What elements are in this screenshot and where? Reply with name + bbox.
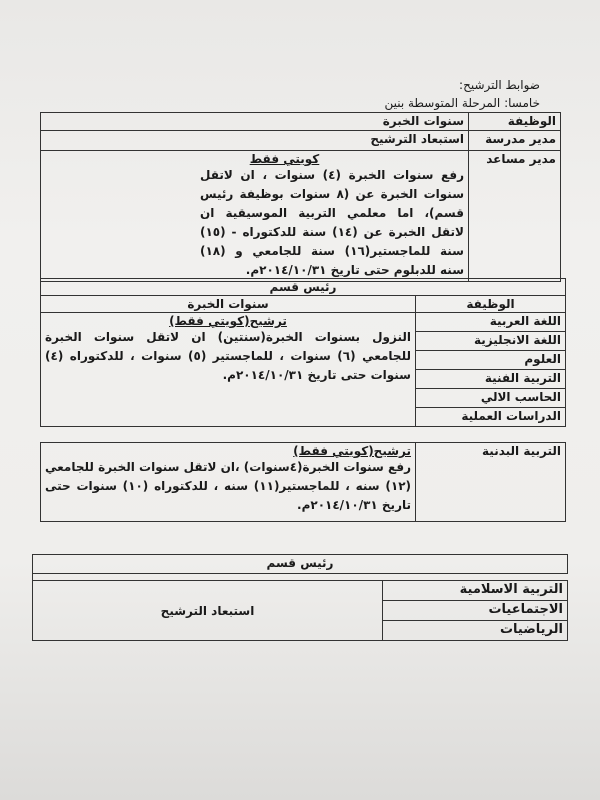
table-title: رئيس قسم bbox=[33, 555, 568, 574]
cell-job: التربية الاسلامية bbox=[383, 581, 568, 601]
table-physical-education bbox=[40, 442, 566, 522]
cell-years: استبعاد الترشيح bbox=[41, 131, 469, 151]
table-row bbox=[33, 555, 568, 574]
table-row bbox=[41, 113, 561, 131]
col-header-job: الوظيفة bbox=[469, 113, 561, 131]
col-header-years: سنوات الخبرة bbox=[41, 113, 469, 131]
col-header-job: الوظيفة bbox=[416, 296, 566, 313]
cell-job: الدراسات العملية bbox=[416, 408, 566, 427]
cell-job: الاجتماعيات bbox=[383, 601, 568, 621]
cell-job: الرياضيات bbox=[383, 621, 568, 641]
col-header-years: سنوات الخبرة bbox=[41, 296, 416, 313]
rule-text: رفع سنوات الخبرة (٤) سنوات ، ان لاتقل سنوات الخبرة عن (٨ سنوات بوظيفة رئيس قسم)، اما معلمي التربية الموسيقية ان لاتقل الخبرة عن (١٤) سنة للدكتوراه - (١٥) سنة للماجستير(١٦) سنة للجامعي و (١٨) سنه للدبلوم حتى تاريخ ٢٠١٤/١٠/٣١م. bbox=[200, 168, 464, 277]
cell-job: الحاسب الالي bbox=[416, 389, 566, 408]
table-row bbox=[41, 131, 561, 151]
table-head-of-dept-excluded bbox=[32, 554, 568, 641]
cell-job: مدير مدرسة bbox=[469, 131, 561, 151]
table-title: رئيس قسم bbox=[41, 279, 566, 296]
table-head-of-dept bbox=[40, 278, 566, 427]
cell-years bbox=[41, 151, 469, 282]
note-kuwaiti-only: كويتي فقط bbox=[249, 152, 320, 166]
heading-stage: خامسا: المرحلة المتوسطة بنين bbox=[384, 96, 540, 110]
note-kuwaiti-only: ترشيح(كويتي فقط) bbox=[293, 444, 411, 458]
cell-years bbox=[41, 443, 416, 522]
cell-job: مدير مساعد bbox=[469, 151, 561, 282]
cell-years bbox=[41, 313, 416, 427]
cell-years: استبعاد الترشيح bbox=[33, 581, 383, 641]
cell-job: التربية البدنية bbox=[416, 443, 566, 522]
note-kuwaiti-only: ترشيح(كويتي فقط) bbox=[169, 314, 287, 328]
cell-job: العلوم bbox=[416, 351, 566, 370]
table-row bbox=[41, 279, 566, 296]
rule-text: النزول بسنوات الخبرة(سنتين) ان لاتقل سنوات الخبرة للجامعي (٦) سنوات ، للماجستير (٥) سنوات ، للدكتوراه (٤) سنوات حتى تاريخ ٢٠١٤/١٠/٣١م. bbox=[45, 330, 411, 382]
table-row bbox=[33, 581, 568, 601]
table-row bbox=[41, 151, 561, 282]
heading-criteria: ضوابط الترشيح: bbox=[459, 78, 540, 92]
table-managers bbox=[40, 112, 561, 282]
table-row bbox=[41, 443, 566, 522]
table-row bbox=[33, 574, 568, 581]
cell-job: اللغة العربية bbox=[416, 313, 566, 332]
table-row bbox=[41, 313, 566, 332]
rule-text: رفع سنوات الخبرة(٤سنوات) ،ان لاتقل سنوات الخبرة للجامعي (١٢) سنه ، للماجستير(١١) سنه ، للدكتوراه (١٠) سنوات حتى تاريخ ٢٠١٤/١٠/٣١م. bbox=[45, 460, 412, 512]
cell-job: اللغة الانجليزية bbox=[416, 332, 566, 351]
cell-job: التربية الفنية bbox=[416, 370, 566, 389]
table-row bbox=[41, 296, 566, 313]
